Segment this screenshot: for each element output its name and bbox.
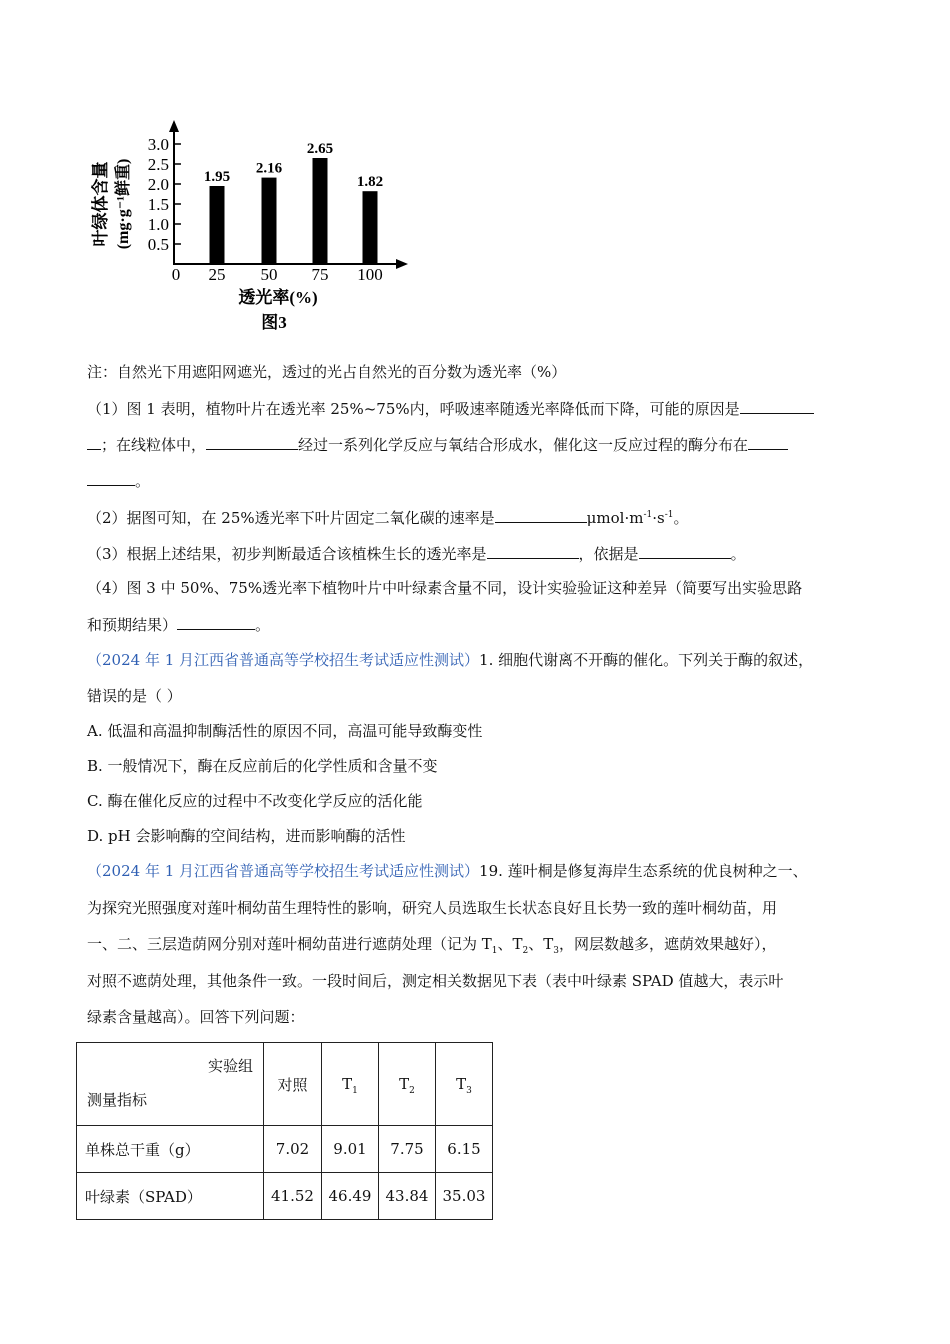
y-tick-label: 0.5 — [147, 235, 169, 254]
option-d[interactable]: D. pH 会影响酶的空间结构，进而影响酶的活性 — [87, 827, 406, 845]
question-2-line — [87, 507, 689, 528]
answer-blank-2[interactable] — [495, 507, 587, 523]
bar — [363, 191, 378, 264]
bar-value-label: 1.95 — [203, 169, 231, 185]
bars — [204, 141, 383, 264]
table-cell: 6.15 — [436, 1126, 493, 1173]
question-4-line-2 — [87, 614, 270, 635]
corner-top-label: 实验组 — [207, 1057, 253, 1075]
q19-text-c4: ，网层数越多，遮荫效果越好）， — [559, 935, 777, 953]
answer-blank-1d[interactable] — [748, 434, 788, 450]
x-axis-arrow — [396, 259, 408, 269]
figure-caption: 图3 — [261, 313, 287, 332]
y-axis-label-2: (mg·g⁻¹鲜重) — [115, 158, 132, 250]
answer-blank-3a[interactable] — [487, 543, 579, 559]
q1-text-c: 经过一系列化学反应与氧结合形成水，催化这一反应过程的酶分布在 — [298, 436, 749, 454]
col-header-t1: $T_1$ — [322, 1043, 379, 1126]
q2-end: 。 — [673, 509, 689, 527]
q1-text-a: （1）图 1 表明，植物叶片在透光率 25%~75%内，呼吸速率随透光率降低而下降，可能的原因是 — [87, 400, 740, 418]
table-cell: 43.84 — [379, 1173, 436, 1220]
q2-sup-2: -1 — [664, 510, 674, 520]
x-ticks — [209, 265, 383, 284]
bar-value-label: 1.82 — [356, 174, 384, 191]
q19-text-c3: 、T — [528, 935, 554, 953]
q19-sub-3: 3 — [553, 946, 560, 956]
answer-blank-1a[interactable] — [740, 398, 814, 414]
q2-unit: μmol·m — [586, 509, 644, 527]
question-19-line-3 — [87, 934, 777, 954]
option-a[interactable]: A. 低温和高温抑制酶活性的原因不同，高温可能导致酶变性 — [87, 722, 483, 740]
q2-text-a: （2）据图可知，在 25%透光率下叶片固定二氧化碳的速率是 — [87, 509, 495, 527]
q3-text-a: （3）根据上述结果，初步判断最适合该植株生长的透光率是 — [87, 545, 487, 563]
question-1-line-1 — [87, 398, 814, 419]
y-axis-arrow — [169, 120, 179, 132]
q4-text-c: 。 — [255, 616, 271, 634]
corner-bottom-label: 测量指标 — [87, 1091, 148, 1109]
table-cell: 46.49 — [322, 1173, 379, 1220]
answer-blank-1c[interactable] — [206, 434, 298, 450]
x-tick-label: 25 — [208, 265, 226, 284]
q1-text-d: 。 — [135, 472, 151, 490]
table-cell: 7.02 — [264, 1126, 322, 1173]
question-19-line-4: 对照不遮荫处理，其他条件一致。一段时间后，测定相关数据见下表（表中叶绿素 SPAD 值越大，表示叶 — [87, 972, 784, 990]
answer-blank-1e[interactable] — [87, 470, 135, 486]
col-header-t3: $T_3$ — [436, 1043, 493, 1126]
table-corner-cell — [77, 1043, 264, 1126]
question-1-line-3 — [87, 470, 150, 491]
col-header-t2: $T_2$ — [379, 1043, 436, 1126]
q1-text-b: ；在线粒体中， — [101, 436, 207, 454]
table-row — [77, 1173, 493, 1220]
bar — [313, 158, 328, 264]
q4-text-b: 和预期结果） — [87, 616, 178, 634]
table-row — [77, 1126, 493, 1173]
note-line: 注：自然光下用遮阳网遮光，透过的光占自然光的百分数为透光率（%） — [87, 363, 567, 381]
table-cell: 41.52 — [264, 1173, 322, 1220]
x-tick-label: 100 — [357, 265, 383, 284]
x-tick-label: 75 — [311, 265, 329, 284]
row-label: 单株总干重（g） — [77, 1126, 264, 1173]
col-header-control: 对照 — [264, 1043, 322, 1126]
question-1-line-2 — [87, 434, 788, 455]
y-tick-label: 3.0 — [147, 135, 169, 154]
chart-svg — [86, 118, 426, 348]
x-axis-label: 透光率(%) — [238, 288, 318, 307]
bar — [262, 178, 277, 264]
q19-sub-2: 2 — [522, 946, 529, 956]
mc-question-line-1 — [87, 650, 813, 670]
source-label-2: （2024 年 1 月江西省普通高等学校招生考试适应性测试） — [87, 862, 480, 880]
bar-value-label: 2.16 — [255, 160, 283, 177]
x-tick-label: 50 — [260, 265, 278, 284]
y-tick-label: 2.0 — [147, 175, 169, 194]
table-cell: 7.75 — [379, 1126, 436, 1173]
data-table — [76, 1042, 493, 1220]
table-header-row — [77, 1043, 493, 1126]
option-b[interactable]: B. 一般情况下，酶在反应前后的化学性质和含量不变 — [87, 757, 438, 775]
corner-diagonal — [77, 1043, 263, 1125]
table-cell: 9.01 — [322, 1126, 379, 1173]
question-4-line-1: （4）图 3 中 50%、75%透光率下植物叶片中叶绿素含量不同，设计实验验证这种差异（简要写出实验思路 — [87, 579, 803, 597]
bar — [210, 186, 225, 264]
table-cell: 35.03 — [436, 1173, 493, 1220]
q19-text-a: 19. 莲叶桐是修复海岸生态系统的优良树种之一、 — [479, 862, 808, 880]
question-19-line-2: 为探究光照强度对莲叶桐幼苗生理特性的影响，研究人员选取生长状态良好且长势一致的莲叶桐幼苗，用 — [87, 899, 778, 917]
mc-question-line-2: 错误的是（ ） — [87, 687, 182, 705]
answer-blank-4[interactable] — [177, 614, 255, 630]
x-origin-label: 0 — [171, 265, 181, 284]
question-3-line — [87, 543, 746, 564]
q2-mid: ·s — [652, 509, 665, 527]
q3-text-c: 。 — [730, 545, 746, 563]
answer-blank-3b[interactable] — [639, 543, 731, 559]
question-19-line-5: 绿素含量越高）。回答下列问题： — [87, 1008, 305, 1026]
question-19-line-1 — [87, 861, 808, 881]
y-tick-label: 2.5 — [147, 155, 169, 174]
bar-chart — [86, 118, 426, 348]
q19-text-c2: 、T — [497, 935, 523, 953]
bar-value-label: 2.65 — [306, 141, 334, 157]
y-axis-label-1: 叶绿体含量 — [91, 161, 110, 247]
mc-stem-a: 1. 细胞代谢离不开酶的催化。下列关于酶的叙述， — [479, 651, 814, 669]
y-ticks — [148, 135, 181, 254]
q19-sub-1: 1 — [491, 946, 498, 956]
q2-sup-1: -1 — [643, 510, 653, 520]
answer-blank-1b[interactable] — [87, 434, 101, 450]
q3-text-b: ，依据是 — [578, 545, 639, 563]
row-label: 叶绿素（SPAD） — [77, 1173, 264, 1220]
q19-text-c1: 一、二、三层造荫网分别对莲叶桐幼苗进行遮荫处理（记为 T — [87, 935, 492, 953]
source-label-1: （2024 年 1 月江西省普通高等学校招生考试适应性测试） — [87, 651, 480, 669]
option-c[interactable]: C. 酶在催化反应的过程中不改变化学反应的活化能 — [87, 792, 423, 810]
y-tick-label: 1.0 — [147, 215, 169, 234]
y-tick-label: 1.5 — [147, 195, 169, 214]
